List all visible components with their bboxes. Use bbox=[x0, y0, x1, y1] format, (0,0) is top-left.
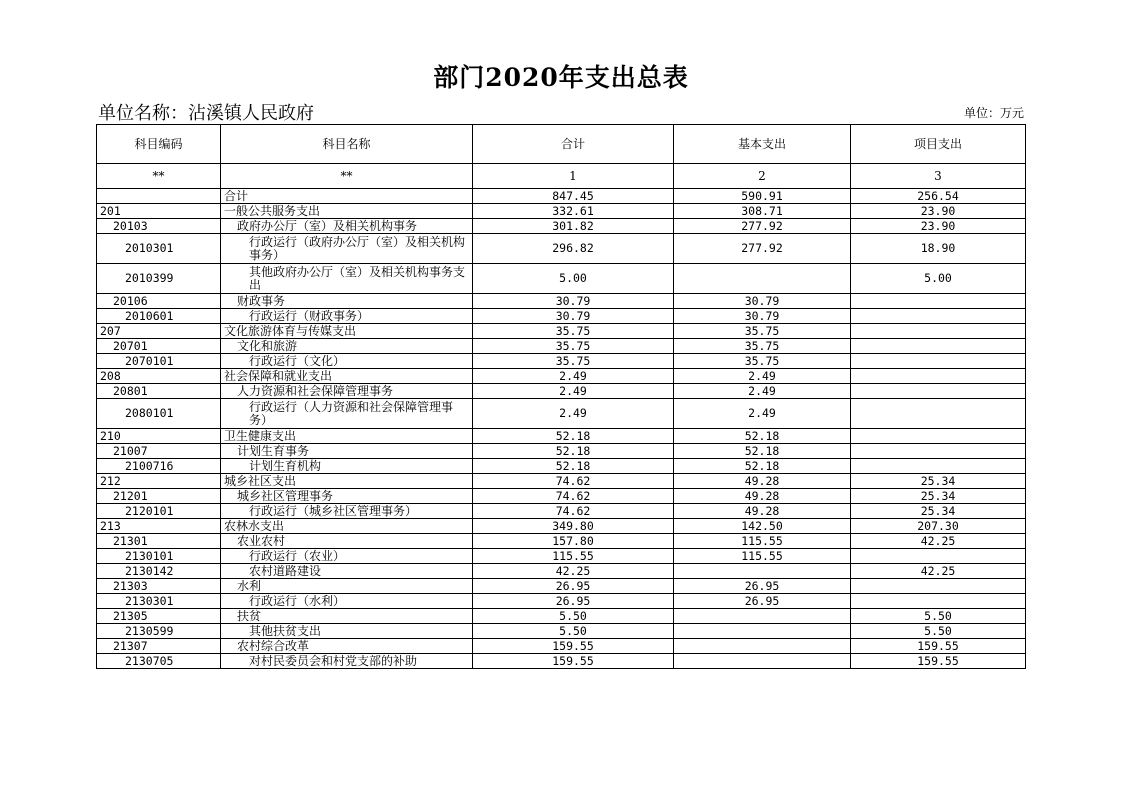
project-cell: 5.50 bbox=[851, 609, 1026, 624]
name-cell: 城乡社区管理事务 bbox=[221, 489, 473, 504]
table-row bbox=[97, 489, 1026, 504]
basic-cell: 2.49 bbox=[674, 369, 851, 384]
project-cell bbox=[851, 594, 1026, 609]
name-cell: 合计 bbox=[221, 189, 473, 204]
name-cell: 计划生育机构 bbox=[221, 459, 473, 474]
table-row bbox=[97, 264, 1026, 294]
table-row bbox=[97, 189, 1026, 204]
total-cell: 5.50 bbox=[473, 609, 674, 624]
basic-cell: 30.79 bbox=[674, 294, 851, 309]
name-cell: 财政事务 bbox=[221, 294, 473, 309]
table-row bbox=[97, 459, 1026, 474]
code-cell: 21305 bbox=[97, 609, 221, 624]
code-cell: 2100716 bbox=[97, 459, 221, 474]
name-cell: 对村民委员会和村党支部的补助 bbox=[221, 654, 473, 669]
project-cell: 207.30 bbox=[851, 519, 1026, 534]
project-cell bbox=[851, 549, 1026, 564]
code-cell: 2010399 bbox=[97, 264, 221, 294]
total-cell: 2.49 bbox=[473, 384, 674, 399]
code-cell: 2130301 bbox=[97, 594, 221, 609]
table-index-row bbox=[97, 164, 1026, 189]
total-cell: 301.82 bbox=[473, 219, 674, 234]
table-row bbox=[97, 219, 1026, 234]
index-cell: 1 bbox=[473, 164, 674, 189]
basic-cell bbox=[674, 264, 851, 294]
project-cell: 42.25 bbox=[851, 564, 1026, 579]
table-row bbox=[97, 534, 1026, 549]
code-cell: 201 bbox=[97, 204, 221, 219]
basic-cell bbox=[674, 654, 851, 669]
basic-cell bbox=[674, 564, 851, 579]
code-cell: 20106 bbox=[97, 294, 221, 309]
table-row bbox=[97, 399, 1026, 429]
basic-cell: 49.28 bbox=[674, 489, 851, 504]
project-cell: 25.34 bbox=[851, 504, 1026, 519]
project-cell: 42.25 bbox=[851, 534, 1026, 549]
code-cell: 2120101 bbox=[97, 504, 221, 519]
page-title: 部门2020年支出总表 bbox=[433, 63, 689, 92]
header-basic: 基本支出 bbox=[674, 125, 851, 164]
project-cell: 25.34 bbox=[851, 474, 1026, 489]
table-row bbox=[97, 354, 1026, 369]
total-cell: 35.75 bbox=[473, 339, 674, 354]
code-cell: 210 bbox=[97, 429, 221, 444]
total-cell: 349.80 bbox=[473, 519, 674, 534]
code-cell: 213 bbox=[97, 519, 221, 534]
basic-cell: 277.92 bbox=[674, 219, 851, 234]
table-row bbox=[97, 204, 1026, 219]
basic-cell: 590.91 bbox=[674, 189, 851, 204]
table-row bbox=[97, 504, 1026, 519]
code-cell: 2010301 bbox=[97, 234, 221, 264]
total-cell: 2.49 bbox=[473, 369, 674, 384]
total-cell: 2.49 bbox=[473, 399, 674, 429]
table-row bbox=[97, 609, 1026, 624]
code-cell: 2130599 bbox=[97, 624, 221, 639]
project-cell bbox=[851, 369, 1026, 384]
name-cell: 行政运行（农业） bbox=[221, 549, 473, 564]
code-cell: 212 bbox=[97, 474, 221, 489]
code-cell: 20801 bbox=[97, 384, 221, 399]
name-cell: 农村综合改革 bbox=[221, 639, 473, 654]
table-row bbox=[97, 429, 1026, 444]
index-cell: 3 bbox=[851, 164, 1026, 189]
table-row bbox=[97, 324, 1026, 339]
name-cell: 一般公共服务支出 bbox=[221, 204, 473, 219]
name-cell: 行政运行（财政事务） bbox=[221, 309, 473, 324]
basic-cell: 142.50 bbox=[674, 519, 851, 534]
project-cell bbox=[851, 459, 1026, 474]
name-cell: 行政运行（文化） bbox=[221, 354, 473, 369]
code-cell: 21201 bbox=[97, 489, 221, 504]
code-cell: 21307 bbox=[97, 639, 221, 654]
code-cell: 2080101 bbox=[97, 399, 221, 429]
name-cell: 文化旅游体育与传媒支出 bbox=[221, 324, 473, 339]
project-cell: 25.34 bbox=[851, 489, 1026, 504]
project-cell bbox=[851, 579, 1026, 594]
header-name: 科目名称 bbox=[221, 125, 473, 164]
code-cell: 21303 bbox=[97, 579, 221, 594]
code-cell: 21007 bbox=[97, 444, 221, 459]
code-cell: 208 bbox=[97, 369, 221, 384]
basic-cell: 35.75 bbox=[674, 354, 851, 369]
name-cell: 行政运行（人力资源和社会保障管理事务） bbox=[221, 399, 473, 429]
name-cell: 其他扶贫支出 bbox=[221, 624, 473, 639]
total-cell: 52.18 bbox=[473, 429, 674, 444]
basic-cell: 26.95 bbox=[674, 594, 851, 609]
total-cell: 157.80 bbox=[473, 534, 674, 549]
code-cell: 20103 bbox=[97, 219, 221, 234]
total-cell: 847.45 bbox=[473, 189, 674, 204]
name-cell: 其他政府办公厅（室）及相关机构事务支出 bbox=[221, 264, 473, 294]
total-cell: 35.75 bbox=[473, 324, 674, 339]
index-cell: ** bbox=[221, 164, 473, 189]
project-cell bbox=[851, 354, 1026, 369]
header-total: 合计 bbox=[473, 125, 674, 164]
project-cell: 256.54 bbox=[851, 189, 1026, 204]
total-cell: 42.25 bbox=[473, 564, 674, 579]
name-cell: 城乡社区支出 bbox=[221, 474, 473, 489]
table-row bbox=[97, 309, 1026, 324]
name-cell: 农村道路建设 bbox=[221, 564, 473, 579]
project-cell bbox=[851, 294, 1026, 309]
table-row bbox=[97, 654, 1026, 669]
table-row bbox=[97, 369, 1026, 384]
basic-cell: 2.49 bbox=[674, 384, 851, 399]
table-row bbox=[97, 294, 1026, 309]
total-cell: 159.55 bbox=[473, 639, 674, 654]
total-cell: 30.79 bbox=[473, 309, 674, 324]
project-cell: 159.55 bbox=[851, 654, 1026, 669]
total-cell: 115.55 bbox=[473, 549, 674, 564]
table-row bbox=[97, 474, 1026, 489]
header-code: 科目编码 bbox=[97, 125, 221, 164]
table-row bbox=[97, 444, 1026, 459]
basic-cell: 308.71 bbox=[674, 204, 851, 219]
code-cell bbox=[97, 189, 221, 204]
project-cell bbox=[851, 429, 1026, 444]
project-cell: 159.55 bbox=[851, 639, 1026, 654]
name-cell: 人力资源和社会保障管理事务 bbox=[221, 384, 473, 399]
total-cell: 74.62 bbox=[473, 504, 674, 519]
basic-cell bbox=[674, 639, 851, 654]
total-cell: 159.55 bbox=[473, 654, 674, 669]
basic-cell: 49.28 bbox=[674, 474, 851, 489]
total-cell: 26.95 bbox=[473, 594, 674, 609]
code-cell: 2130705 bbox=[97, 654, 221, 669]
basic-cell: 52.18 bbox=[674, 459, 851, 474]
name-cell: 计划生育事务 bbox=[221, 444, 473, 459]
name-cell: 农林水支出 bbox=[221, 519, 473, 534]
header-project: 项目支出 bbox=[851, 125, 1026, 164]
name-cell: 水利 bbox=[221, 579, 473, 594]
name-cell: 政府办公厅（室）及相关机构事务 bbox=[221, 219, 473, 234]
basic-cell bbox=[674, 624, 851, 639]
basic-cell: 115.55 bbox=[674, 549, 851, 564]
code-cell: 20701 bbox=[97, 339, 221, 354]
code-cell: 207 bbox=[97, 324, 221, 339]
table-row bbox=[97, 549, 1026, 564]
total-cell: 332.61 bbox=[473, 204, 674, 219]
total-cell: 52.18 bbox=[473, 444, 674, 459]
name-cell: 行政运行（水利） bbox=[221, 594, 473, 609]
code-cell: 2130101 bbox=[97, 549, 221, 564]
project-cell bbox=[851, 384, 1026, 399]
total-cell: 52.18 bbox=[473, 459, 674, 474]
basic-cell bbox=[674, 609, 851, 624]
project-cell bbox=[851, 444, 1026, 459]
total-cell: 74.62 bbox=[473, 489, 674, 504]
code-cell: 2070101 bbox=[97, 354, 221, 369]
table-row bbox=[97, 339, 1026, 354]
basic-cell: 26.95 bbox=[674, 579, 851, 594]
code-cell: 2130142 bbox=[97, 564, 221, 579]
project-cell bbox=[851, 339, 1026, 354]
total-cell: 30.79 bbox=[473, 294, 674, 309]
code-cell: 2010601 bbox=[97, 309, 221, 324]
name-cell: 社会保障和就业支出 bbox=[221, 369, 473, 384]
name-cell: 卫生健康支出 bbox=[221, 429, 473, 444]
name-cell: 文化和旅游 bbox=[221, 339, 473, 354]
project-cell: 18.90 bbox=[851, 234, 1026, 264]
index-cell: 2 bbox=[674, 164, 851, 189]
basic-cell: 35.75 bbox=[674, 324, 851, 339]
name-cell: 行政运行（政府办公厅（室）及相关机构事务） bbox=[221, 234, 473, 264]
basic-cell: 49.28 bbox=[674, 504, 851, 519]
currency-unit-label: 单位：万元 bbox=[963, 106, 1024, 120]
table-row bbox=[97, 564, 1026, 579]
index-cell: ** bbox=[97, 164, 221, 189]
project-cell bbox=[851, 324, 1026, 339]
code-cell: 21301 bbox=[97, 534, 221, 549]
table-row bbox=[97, 234, 1026, 264]
table-row bbox=[97, 624, 1026, 639]
unit-name: 单位名称：沾溪镇人民政府 bbox=[98, 103, 314, 124]
total-cell: 5.00 bbox=[473, 264, 674, 294]
total-cell: 296.82 bbox=[473, 234, 674, 264]
name-cell: 扶贫 bbox=[221, 609, 473, 624]
project-cell: 23.90 bbox=[851, 219, 1026, 234]
total-cell: 5.50 bbox=[473, 624, 674, 639]
table-row bbox=[97, 639, 1026, 654]
basic-cell: 115.55 bbox=[674, 534, 851, 549]
basic-cell: 277.92 bbox=[674, 234, 851, 264]
project-cell bbox=[851, 399, 1026, 429]
project-cell: 23.90 bbox=[851, 204, 1026, 219]
basic-cell: 2.49 bbox=[674, 399, 851, 429]
table-row bbox=[97, 384, 1026, 399]
total-cell: 35.75 bbox=[473, 354, 674, 369]
basic-cell: 52.18 bbox=[674, 444, 851, 459]
table-row bbox=[97, 579, 1026, 594]
basic-cell: 52.18 bbox=[674, 429, 851, 444]
project-cell: 5.50 bbox=[851, 624, 1026, 639]
table-header-row bbox=[97, 125, 1026, 164]
project-cell bbox=[851, 309, 1026, 324]
basic-cell: 35.75 bbox=[674, 339, 851, 354]
table-row bbox=[97, 594, 1026, 609]
total-cell: 74.62 bbox=[473, 474, 674, 489]
expenditure-table bbox=[96, 124, 1026, 669]
total-cell: 26.95 bbox=[473, 579, 674, 594]
project-cell: 5.00 bbox=[851, 264, 1026, 294]
basic-cell: 30.79 bbox=[674, 309, 851, 324]
name-cell: 农业农村 bbox=[221, 534, 473, 549]
table-row bbox=[97, 519, 1026, 534]
name-cell: 行政运行（城乡社区管理事务） bbox=[221, 504, 473, 519]
